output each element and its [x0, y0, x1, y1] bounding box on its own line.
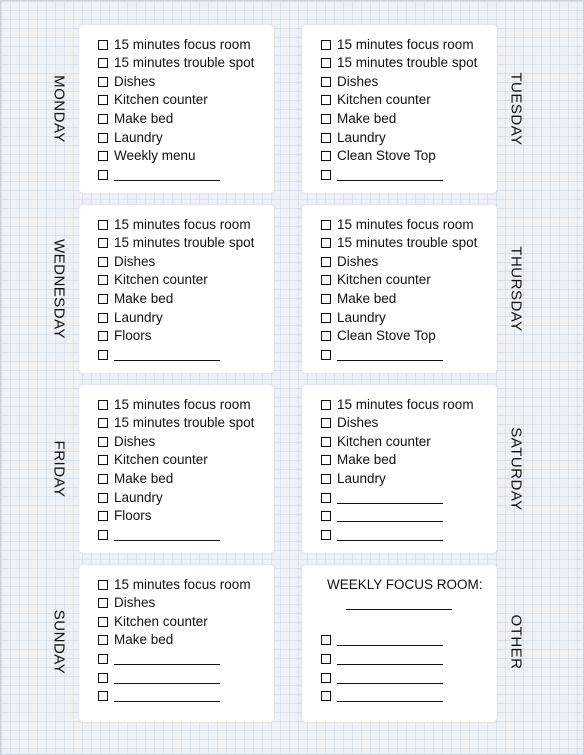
checkbox-icon[interactable] — [98, 114, 108, 124]
checkbox-icon[interactable] — [321, 40, 331, 50]
checklist-item[interactable] — [321, 271, 431, 288]
checkbox-icon[interactable] — [98, 437, 108, 447]
checklist-item[interactable] — [98, 129, 163, 146]
checkbox-icon[interactable] — [321, 400, 331, 410]
checklist-item[interactable] — [98, 36, 251, 53]
checkbox-icon[interactable] — [321, 673, 331, 683]
blank-checklist-item[interactable] — [321, 650, 443, 667]
checkbox-icon[interactable] — [98, 418, 108, 428]
checklist-item[interactable] — [321, 36, 474, 53]
task-label: Make bed — [337, 111, 397, 126]
weekly-focus-room-title: WEEKLY FOCUS ROOM: — [327, 577, 483, 592]
day-label-thursday: THURSDAY — [507, 246, 525, 332]
task-label: Laundry — [114, 130, 163, 145]
blank-checklist-item[interactable] — [98, 669, 220, 686]
checklist-item[interactable] — [321, 147, 436, 164]
blank-write-in-line[interactable] — [337, 348, 443, 361]
checklist-item[interactable] — [98, 507, 152, 524]
task-label: Kitchen counter — [114, 92, 208, 107]
task-label: Make bed — [337, 291, 397, 306]
checklist-item[interactable] — [98, 594, 155, 611]
task-label: Floors — [114, 508, 152, 523]
day-label-tuesday: TUESDAY — [507, 72, 525, 146]
checkbox-icon[interactable] — [98, 654, 108, 664]
task-label: Dishes — [114, 254, 156, 269]
task-label: Dishes — [337, 415, 379, 430]
checkbox-icon[interactable] — [98, 493, 108, 503]
weekly-focus-room-write-in-line[interactable] — [346, 609, 452, 610]
checkbox-icon[interactable] — [98, 474, 108, 484]
task-label: 15 minutes focus room — [114, 577, 251, 592]
checkbox-icon[interactable] — [321, 455, 331, 465]
day-label-saturday: SATURDAY — [507, 427, 525, 511]
checkbox-icon[interactable] — [321, 275, 331, 285]
checklist-item[interactable] — [321, 451, 396, 468]
task-label: Laundry — [337, 130, 386, 145]
task-label: Laundry — [337, 310, 386, 325]
checkbox-icon[interactable] — [321, 151, 331, 161]
blank-write-in-line[interactable] — [114, 689, 220, 702]
checklist-item[interactable] — [321, 470, 386, 487]
checkbox-icon[interactable] — [98, 257, 108, 267]
checklist-item[interactable] — [98, 631, 173, 648]
blank-checklist-item[interactable] — [98, 346, 220, 363]
checklist-item[interactable] — [321, 216, 474, 233]
blank-write-in-line[interactable] — [114, 348, 220, 361]
task-label: 15 minutes focus room — [337, 37, 474, 52]
checklist-item[interactable] — [98, 216, 251, 233]
checklist-item[interactable] — [98, 414, 254, 431]
checklist-item[interactable] — [98, 470, 173, 487]
blank-checklist-item[interactable] — [321, 526, 443, 543]
checklist-item[interactable] — [321, 54, 477, 71]
checklist-item[interactable] — [98, 489, 163, 506]
checkbox-icon[interactable] — [98, 77, 108, 87]
task-label: Dishes — [337, 254, 379, 269]
blank-write-in-line[interactable] — [337, 689, 443, 702]
task-label: 15 minutes focus room — [114, 217, 251, 232]
task-label: Kitchen counter — [337, 92, 431, 107]
checkbox-icon[interactable] — [321, 331, 331, 341]
task-label: Make bed — [114, 471, 174, 486]
checkbox-icon[interactable] — [98, 220, 108, 230]
checklist-item[interactable] — [321, 253, 378, 270]
day-label-monday: MONDAY — [50, 75, 68, 143]
task-label: Dishes — [114, 434, 156, 449]
checkbox-icon[interactable] — [98, 350, 108, 360]
checklist-item[interactable] — [98, 451, 208, 468]
checkbox-icon[interactable] — [98, 511, 108, 521]
checklist-item[interactable] — [98, 327, 152, 344]
checkbox-icon[interactable] — [321, 418, 331, 428]
checkbox-icon[interactable] — [98, 40, 108, 50]
checklist-item[interactable] — [98, 433, 155, 450]
task-label: 15 minutes focus room — [114, 397, 251, 412]
checkbox-icon[interactable] — [98, 580, 108, 590]
checkbox-icon[interactable] — [98, 133, 108, 143]
checkbox-icon[interactable] — [321, 350, 331, 360]
checklist-item[interactable] — [321, 290, 396, 307]
checkbox-icon[interactable] — [98, 691, 108, 701]
checkbox-icon[interactable] — [98, 58, 108, 68]
task-label: Dishes — [337, 74, 379, 89]
checklist-item[interactable] — [98, 253, 155, 270]
task-label: Weekly menu — [114, 148, 196, 163]
blank-write-in-line[interactable] — [337, 633, 443, 646]
blank-checklist-item[interactable] — [321, 507, 443, 524]
task-label: Kitchen counter — [114, 614, 208, 629]
checkbox-icon[interactable] — [98, 530, 108, 540]
task-label: Make bed — [114, 111, 174, 126]
checkbox-icon[interactable] — [98, 313, 108, 323]
task-label: 15 minutes trouble spot — [114, 415, 255, 430]
task-label: Kitchen counter — [337, 434, 431, 449]
checkbox-icon[interactable] — [321, 257, 331, 267]
checkbox-icon[interactable] — [321, 654, 331, 664]
task-label: Kitchen counter — [114, 452, 208, 467]
task-label: Make bed — [114, 632, 174, 647]
checkbox-icon[interactable] — [98, 95, 108, 105]
task-label: Laundry — [114, 310, 163, 325]
day-label-friday: FRIDAY — [50, 440, 68, 498]
blank-write-in-line[interactable] — [114, 652, 220, 665]
checklist-item[interactable] — [98, 234, 254, 251]
blank-write-in-line[interactable] — [337, 528, 443, 541]
blank-checklist-item[interactable] — [321, 489, 443, 506]
checkbox-icon[interactable] — [98, 598, 108, 608]
checkbox-icon[interactable] — [321, 313, 331, 323]
checklist-item[interactable] — [321, 91, 431, 108]
checklist-item[interactable] — [321, 433, 431, 450]
checkbox-icon[interactable] — [321, 511, 331, 521]
task-label: Floors — [114, 328, 152, 343]
checkbox-icon[interactable] — [98, 170, 108, 180]
checkbox-icon[interactable] — [321, 220, 331, 230]
blank-write-in-line[interactable] — [337, 168, 443, 181]
checklist-item[interactable] — [321, 234, 477, 251]
day-label-sunday: SUNDAY — [50, 609, 68, 675]
checkbox-icon[interactable] — [98, 400, 108, 410]
blank-write-in-line[interactable] — [337, 652, 443, 665]
blank-checklist-item[interactable] — [98, 526, 220, 543]
checkbox-icon[interactable] — [98, 275, 108, 285]
task-label: Clean Stove Top — [337, 148, 436, 163]
checklist-item[interactable] — [98, 73, 155, 90]
checkbox-icon[interactable] — [98, 635, 108, 645]
checklist-item[interactable] — [98, 271, 208, 288]
checkbox-icon[interactable] — [321, 493, 331, 503]
checklist-item[interactable] — [98, 613, 208, 630]
task-label: 15 minutes trouble spot — [114, 55, 255, 70]
checkbox-icon[interactable] — [321, 95, 331, 105]
checklist-item[interactable] — [98, 290, 173, 307]
blank-checklist-item[interactable] — [321, 687, 443, 704]
checklist-item[interactable] — [98, 309, 163, 326]
blank-checklist-item[interactable] — [98, 687, 220, 704]
blank-checklist-item[interactable] — [321, 669, 443, 686]
checkbox-icon[interactable] — [321, 170, 331, 180]
checklist-item[interactable] — [98, 396, 251, 413]
blank-write-in-line[interactable] — [114, 168, 220, 181]
checkbox-icon[interactable] — [98, 455, 108, 465]
blank-checklist-item[interactable] — [321, 631, 443, 648]
checkbox-icon[interactable] — [321, 635, 331, 645]
checklist-item[interactable] — [321, 396, 474, 413]
checklist-item[interactable] — [321, 309, 386, 326]
task-label: Kitchen counter — [337, 272, 431, 287]
task-label: Kitchen counter — [114, 272, 208, 287]
checklist-item[interactable] — [321, 110, 396, 127]
checkbox-icon[interactable] — [321, 77, 331, 87]
task-label: Clean Stove Top — [337, 328, 436, 343]
checkbox-icon[interactable] — [321, 58, 331, 68]
task-label: 15 minutes trouble spot — [337, 55, 478, 70]
checkbox-icon[interactable] — [321, 294, 331, 304]
checkbox-icon[interactable] — [98, 151, 108, 161]
checkbox-icon[interactable] — [321, 474, 331, 484]
blank-write-in-line[interactable] — [337, 491, 443, 504]
checkbox-icon[interactable] — [98, 673, 108, 683]
blank-checklist-item[interactable] — [98, 166, 220, 183]
checkbox-icon[interactable] — [98, 617, 108, 627]
checkbox-icon[interactable] — [98, 238, 108, 248]
checklist-item[interactable] — [321, 129, 386, 146]
task-label: Laundry — [337, 471, 386, 486]
task-label: Make bed — [114, 291, 174, 306]
task-label: Dishes — [114, 595, 156, 610]
checkbox-icon[interactable] — [321, 530, 331, 540]
day-label-wednesday: WEDNESDAY — [50, 238, 68, 340]
checklist-item[interactable] — [98, 110, 173, 127]
checklist-item[interactable] — [98, 54, 254, 71]
blank-write-in-line[interactable] — [337, 671, 443, 684]
blank-checklist-item[interactable] — [321, 166, 443, 183]
task-label: 15 minutes focus room — [114, 37, 251, 52]
checklist-item[interactable] — [98, 576, 251, 593]
checkbox-icon[interactable] — [321, 238, 331, 248]
blank-write-in-line[interactable] — [114, 528, 220, 541]
task-label: 15 minutes trouble spot — [337, 235, 478, 250]
task-label: Dishes — [114, 74, 156, 89]
task-label: 15 minutes focus room — [337, 217, 474, 232]
checklist-item[interactable] — [98, 147, 196, 164]
task-label: 15 minutes trouble spot — [114, 235, 255, 250]
blank-checklist-item[interactable] — [321, 346, 443, 363]
checklist-item[interactable] — [98, 91, 208, 108]
blank-write-in-line[interactable] — [337, 509, 443, 522]
checklist-item[interactable] — [321, 327, 436, 344]
checkbox-icon[interactable] — [98, 294, 108, 304]
checkbox-icon[interactable] — [98, 331, 108, 341]
checklist-item[interactable] — [321, 414, 378, 431]
day-label-other: OTHER — [507, 614, 525, 670]
checkbox-icon[interactable] — [321, 133, 331, 143]
task-label: Make bed — [337, 452, 397, 467]
checklist-item[interactable] — [321, 73, 378, 90]
blank-checklist-item[interactable] — [98, 650, 220, 667]
blank-write-in-line[interactable] — [114, 671, 220, 684]
checkbox-icon[interactable] — [321, 691, 331, 701]
task-label: Laundry — [114, 490, 163, 505]
checkbox-icon[interactable] — [321, 437, 331, 447]
task-label: 15 minutes focus room — [337, 397, 474, 412]
checkbox-icon[interactable] — [321, 114, 331, 124]
